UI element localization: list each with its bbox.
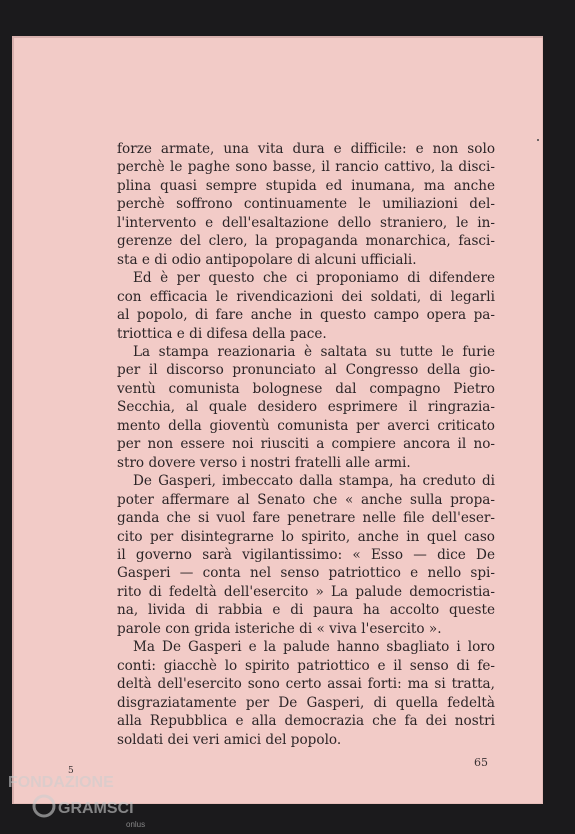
text-line: La stampa reazionaria è saltata su tutte le furie [133, 343, 495, 360]
text-line: per non essere noi riusciti a compiere ancora il no- [117, 436, 495, 453]
text-line: poter affermare al Senato che « anche sulla propa- [117, 491, 495, 508]
text-line: conti: giacchè lo spirito patriottico e il senso di fe- [117, 657, 495, 674]
text-line: Ed è per questo che ci proponiamo di difendere [133, 270, 495, 287]
text-line: De Gasperi, imbeccato dalla stampa, ha creduto di [133, 473, 495, 490]
text-line: perchè le paghe sono basse, il rancio cattivo, la disci- [117, 159, 495, 176]
watermark-line3: onlus [126, 820, 146, 829]
text-line: deltà dell'esercito sono certo assai forti: ma si tratta, [117, 676, 495, 693]
text-line: disgraziatamente per De Gasperi, di quella fedeltà [117, 694, 495, 711]
text-line: stro dovere verso i nostri fratelli alle armi. [117, 454, 411, 471]
text-line: ganda che si vuol fare penetrare nelle file dell'eser- [117, 510, 495, 527]
fondazione-gramsci-watermark [8, 770, 148, 830]
watermark-line1: FONDAZIONE [8, 774, 114, 791]
watermark-line2: GRAMSCI [58, 800, 134, 817]
text-line: ventù comunista bolognese dal compagno Pietro [117, 380, 495, 397]
text-line: cito per disintegrarne lo spirito, anche in quel caso [117, 528, 495, 545]
text-line: parole con grida isteriche di « viva l'esercito ». [117, 620, 442, 637]
text-line: rito di fedeltà dell'esercito » La palude democristia- [117, 583, 495, 600]
text-line: l'intervento e dell'esaltazione dello straniero, le in- [117, 214, 495, 231]
text-line: il governo sarà vigilantissimo: « Esso — dice De [117, 546, 495, 563]
text-line: con efficacia le rivendicazioni dei soldati, di legarli [117, 288, 495, 305]
text-line: soldati dei veri amici del popolo. [117, 731, 342, 748]
text-line: per il discorso pronunciato al Congresso della gio- [117, 362, 495, 379]
text-line: alla Repubblica e alla democrazia che fa dei nostri [117, 713, 495, 730]
text-line: Ma De Gasperi e la palude hanno sbagliato i loro [133, 639, 495, 656]
text-line: plina quasi sempre stupida ed inumana, ma anche [117, 177, 495, 194]
text-line: sta e di odio antipopolare di alcuni ufficiali. [117, 251, 417, 268]
text-line: perchè soffrono continuamente le umiliazioni del- [117, 196, 495, 213]
text-line: mento della gioventù comunista per averci criticato [117, 417, 495, 434]
text-line: na, livida di rabbia e di paura ha accolto queste [117, 602, 495, 619]
text-line: triottica e di difesa della pace. [117, 325, 327, 342]
book-page [12, 36, 543, 804]
page-body-text [117, 140, 495, 749]
watermark-g-ring [34, 796, 54, 816]
text-line: forze armate, una vita dura e difficile: e non solo [117, 141, 495, 157]
text-line: al popolo, di fare anche in questo campo opera pa- [117, 307, 495, 324]
text-line: gerenze del clero, la propaganda monarchica, fasci- [117, 233, 495, 250]
watermark-logo [8, 770, 148, 830]
text-line: Gasperi — conta nel senso patriottico e nello spi- [117, 565, 495, 582]
page-number: 65 [474, 756, 488, 769]
signature-mark: 5 [68, 766, 74, 776]
text-line: Secchia, al quale desidero esprimere il ringrazia- [117, 399, 495, 416]
ink-dot [537, 139, 539, 141]
